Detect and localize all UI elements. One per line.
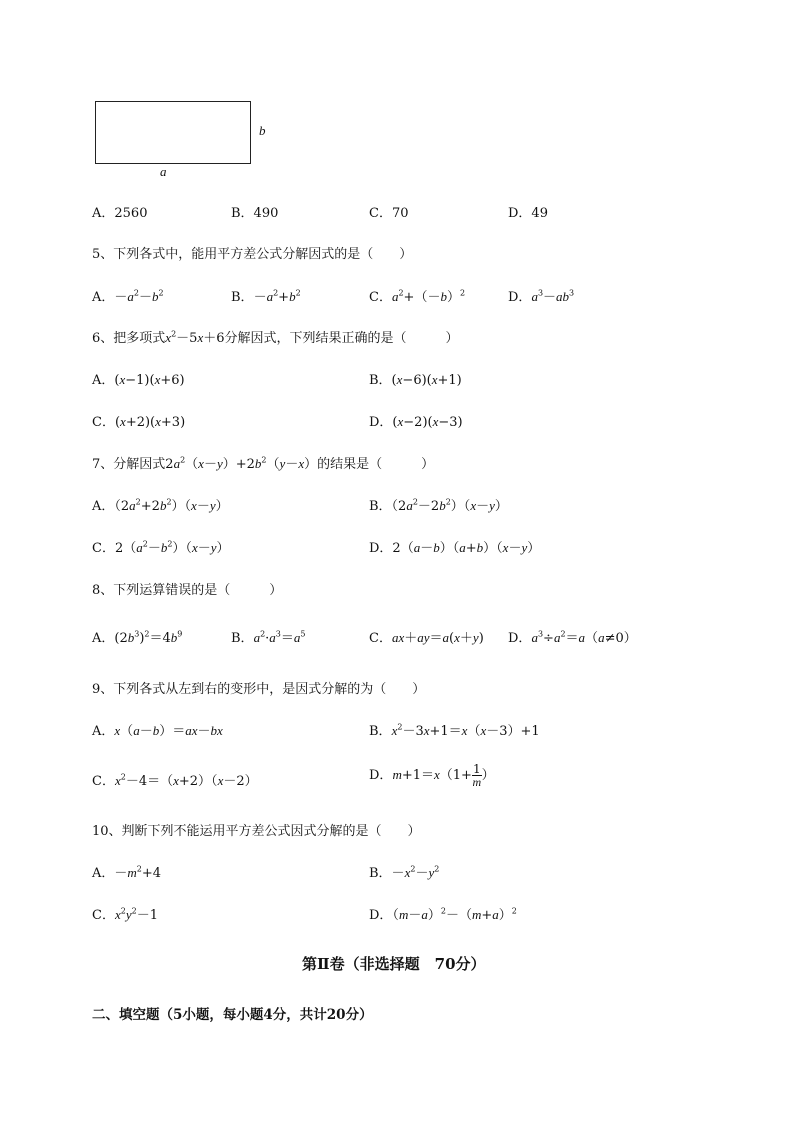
q7-option-d: D．2（a－b）（a+b）（x－y） bbox=[369, 540, 541, 556]
q5-option-c: C．$a^2+(-b)^2$ bbox=[369, 288, 466, 305]
q6-option-a: A．(x−1)(x+6) bbox=[92, 372, 185, 388]
q4-option-b: B．490 bbox=[231, 206, 279, 221]
q7-option-b: B．$(2a^2-2b^2)(x-y)$ bbox=[369, 497, 508, 514]
q5-option-d: D．$a^3-ab^3$ bbox=[508, 288, 575, 305]
q6-option-b: B．(x−6)(x+1) bbox=[369, 372, 462, 388]
q7-option-c: C．$2(a^2-b^2)(x-y)$ bbox=[92, 539, 230, 556]
q7-stem: 7、分解因式$2a^2(x-y)+2b^2(y-x)$的结果是（ ） bbox=[92, 455, 435, 472]
q10-option-b: B．$-x^2-y^2$ bbox=[369, 864, 440, 881]
q4-option-d: D．49 bbox=[508, 206, 548, 221]
figure-label-a: a bbox=[160, 164, 167, 179]
section-title: 第Ⅱ卷（非选择题 70分） bbox=[302, 955, 486, 973]
q10-stem: 10、判断下列不能运用平方差公式因式分解的是（ ） bbox=[92, 824, 421, 839]
q10-option-d: D．$(m-a)^2-(m+a)^2$ bbox=[369, 906, 517, 923]
q4-option-c: C．70 bbox=[369, 206, 409, 221]
q5-stem: 5、下列各式中，能用平方差公式分解因式的是（ ） bbox=[92, 247, 413, 262]
q5-option-b: B．$-a^2+b^2$ bbox=[231, 288, 301, 305]
figure-label-b: b bbox=[259, 123, 266, 138]
q8-option-b: B．$a^2\cdot a^3=a^5$ bbox=[231, 629, 306, 646]
q9-option-d: D．m+1＝x（1+ $\frac{1}{m}$ ） bbox=[369, 762, 495, 789]
q8-option-c: C．ax＋ay＝a(x＋y) bbox=[369, 630, 484, 646]
q6-option-c: C．(x+2)(x+3) bbox=[92, 414, 186, 430]
section-subtitle: 二、填空题（5小题，每小题4分，共计20分） bbox=[92, 1007, 373, 1023]
q6-stem: 6、把多项式$x^2-5x+6$分解因式，下列结果正确的是（ ） bbox=[92, 329, 459, 346]
rectangle-figure bbox=[95, 101, 251, 164]
q7-option-a: A．$(2a^2+2b^2)(x-y)$ bbox=[92, 497, 229, 514]
q10-option-c: C．$x^2y^2-1$ bbox=[92, 906, 158, 923]
q10-option-a: A．$-m^2+4$ bbox=[92, 864, 162, 881]
q9-stem: 9、下列各式从左到右的变形中，是因式分解的为（ ） bbox=[92, 682, 426, 697]
q5-option-a: A．$-a^2-b^2$ bbox=[92, 288, 164, 305]
q4-option-a: A．2560 bbox=[92, 206, 148, 221]
q9-option-c: C．$x^2-4=(x+2)(x-2)$ bbox=[92, 772, 258, 789]
q8-option-a: A．$(2b^3)^2=4b^9$ bbox=[92, 629, 183, 646]
q8-option-d: D．$a^3\div a^2=a(a\ne 0)$ bbox=[508, 629, 637, 646]
q9-option-b: B．$x^2-3x+1=x(x-3)+1$ bbox=[369, 722, 540, 739]
q9-option-a: A．x（a－b）＝ax－bx bbox=[92, 723, 223, 739]
q6-option-d: D．(x−2)(x−3) bbox=[369, 414, 463, 430]
q8-stem: 8、下列运算错误的是（ ） bbox=[92, 583, 283, 598]
